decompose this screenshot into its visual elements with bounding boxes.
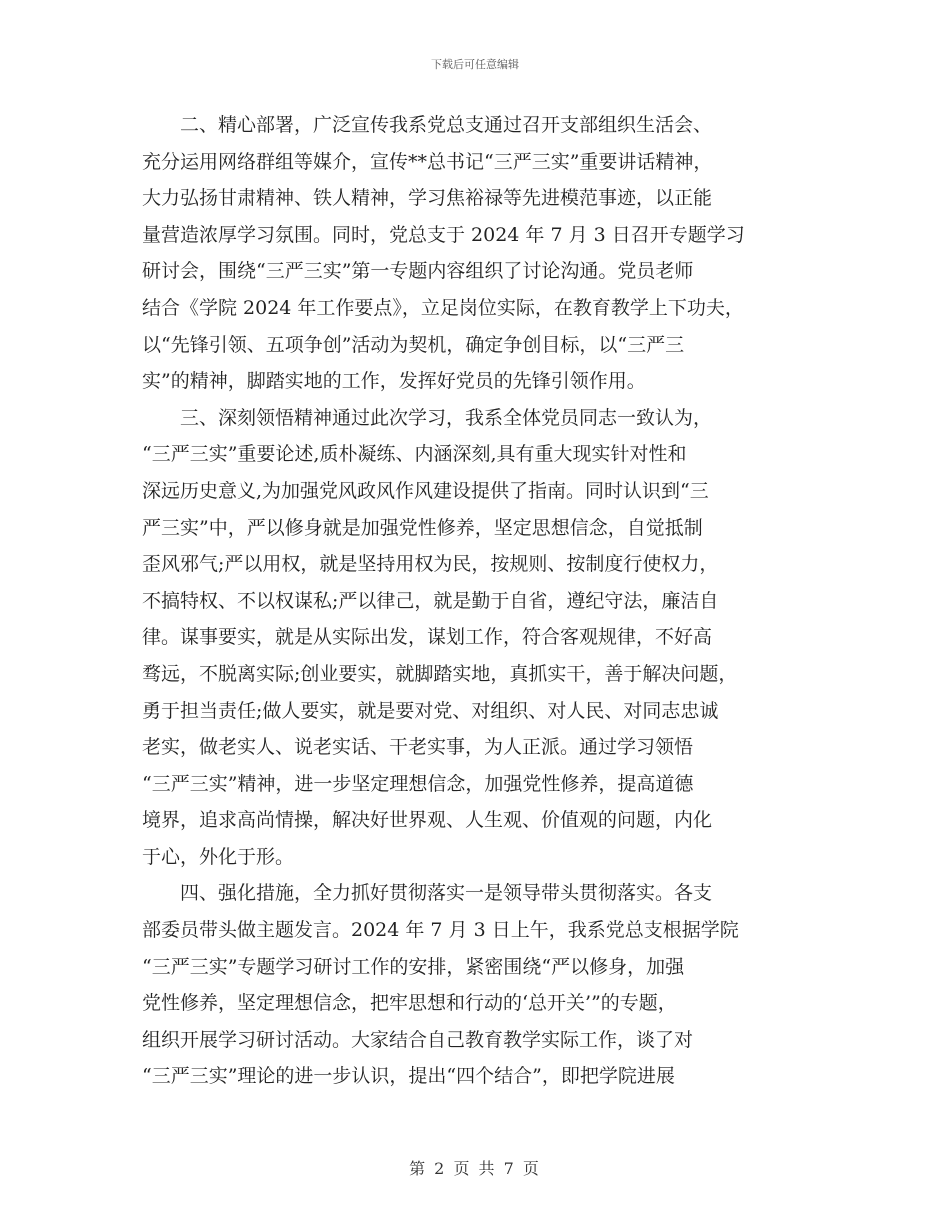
text-line: 律。谋事要实，就是从实际出发，谋划工作，符合客观规律，不好高 — [142, 626, 713, 649]
text-line: 骛远，不脱离实际;创业要实，就脚踏实地，真抓实干，善于解决问题， — [142, 662, 738, 685]
header-note: 下载后可任意编辑 — [431, 58, 519, 71]
text-line: 党性修养，坚定理想信念，把牢思想和行动的‘总开关’”的专题， — [142, 992, 677, 1015]
text-line: “三严三实”重要论述,质朴凝练、内涵深刻,具有重大现实针对性和 — [142, 443, 687, 466]
text-line: 不搞特权、不以权谋私;严以律己，就是勤于自省，遵纪守法，廉洁自 — [142, 589, 719, 612]
text-line: 量营造浓厚学习氛围。同时，党总支于 2024 年 7 月 3 日召开专题学习 — [142, 223, 745, 246]
text-line: 组织开展学习研讨活动。大家结合自己教育教学实际工作，谈了对 — [142, 1028, 694, 1051]
text-line: “三严三实”专题学习研讨工作的安排，紧密围绕“严以修身，加强 — [142, 955, 685, 978]
text-line: 二、精心部署，广泛宣传我系党总支通过召开支部组织生活会、 — [142, 114, 713, 136]
text-line: 严三实”中，严以修身就是加强党性修养，坚定思想信念，自觉抵制 — [142, 516, 703, 539]
text-line: 深远历史意义,为加强党风政风作风建设提供了指南。同时认识到“三 — [142, 479, 709, 502]
text-line: 以“先锋引领、五项争创”活动为契机，确定争创目标，以“三严三 — [142, 333, 685, 356]
text-line: “三严三实”理论的进一步认识，提出“四个结合”，即把学院进展 — [142, 1065, 675, 1088]
text-line: “三严三实”精神，进一步坚定理想信念，加强党性修养，提高道德 — [142, 772, 694, 795]
text-line: 三、深刻领悟精神通过此次学习，我系全体党员同志一致认为， — [142, 406, 713, 429]
text-line: 境界，追求高尚情操，解决好世界观、人生观、价值观的问题，内化 — [142, 809, 713, 832]
text-line: 部委员带头做主题发言。2024 年 7 月 3 日上午，我系党总支根据学院 — [142, 919, 739, 942]
text-line: 于心，外化于形。 — [142, 845, 295, 868]
text-line: 大力弘扬甘肃精神、铁人精神，学习焦裕禄等先进模范事迹，以正能 — [142, 187, 713, 210]
text-line: 实”的精神，脚踏实地的工作，发挥好党员的先锋引领作用。 — [142, 370, 646, 393]
text-line: 勇于担当责任;做人要实，就是要对党、对组织、对人民、对同志忠诚 — [142, 699, 719, 722]
body-text — [142, 107, 814, 1095]
text-line: 研讨会，围绕“三严三实”第一专题内容组织了讨论沟通。党员老师 — [142, 260, 694, 283]
text-line: 四、强化措施，全力抓好贯彻落实一是领导带头贯彻落实。各支 — [142, 882, 713, 905]
text-line: 老实，做老实人、说老实话、干老实事，为人正派。通过学习领悟 — [142, 736, 694, 759]
text-line: 充分运用网络群组等媒介，宣传**总书记“三严三实”重要讲话精神， — [142, 150, 713, 173]
text-line: 结合《学院 2024 年工作要点》，立足岗位实际，在教育教学上下功夫， — [142, 296, 744, 319]
page-number-footer: 第 2 页 共 7 页 — [409, 1159, 541, 1178]
text-line: 歪风邪气;严以用权，就是坚持用权为民，按规则、按制度行使权力， — [142, 553, 719, 576]
